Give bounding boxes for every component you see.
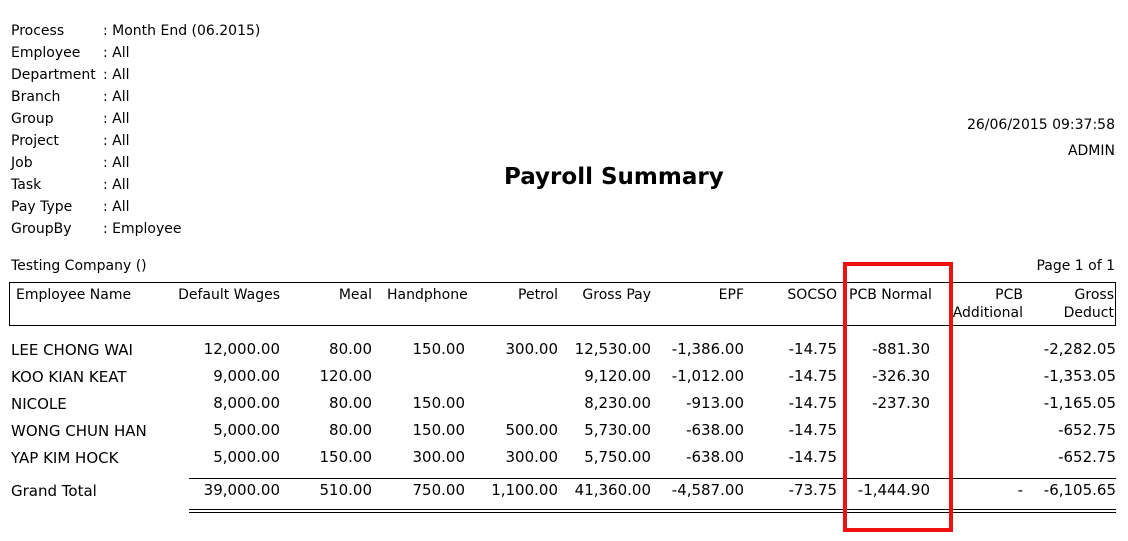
param-label: Group [11, 111, 54, 127]
grand-total-label: Grand Total [11, 482, 97, 500]
employee-name: WONG CHUN HAN [11, 422, 147, 440]
company-name: Testing Company () [11, 258, 147, 274]
param-value: : Month End (06.2015) [103, 23, 261, 39]
socso: -14.75 [788, 421, 837, 439]
param-project [11, 130, 130, 152]
gross-pay: 9,120.00 [584, 367, 651, 385]
petrol: 300.00 [505, 340, 558, 358]
petrol: 300.00 [505, 448, 558, 466]
pcb-normal-highlight-box [843, 262, 953, 532]
param-pay-type [11, 196, 130, 218]
total-pcb-additional: - [1017, 481, 1023, 499]
param-employee [11, 42, 130, 64]
param-value: : All [103, 133, 130, 149]
col-default-wages: Default Wages [178, 287, 280, 303]
handphone: 150.00 [412, 421, 465, 439]
param-label: Department [11, 67, 96, 83]
socso: -14.75 [788, 448, 837, 466]
col-employee-name: Employee Name [16, 287, 132, 303]
meal: 80.00 [329, 394, 372, 412]
param-process [11, 20, 260, 42]
total-epf: -4,587.00 [671, 481, 744, 499]
epf: -1,012.00 [671, 367, 744, 385]
col-socso: SOCSO [787, 287, 837, 303]
default-wages: 8,000.00 [213, 394, 280, 412]
param-groupby [11, 218, 182, 240]
report-datetime: 26/06/2015 09:37:58 [966, 117, 1115, 133]
param-label: Process [11, 23, 65, 39]
param-value: : Employee [103, 221, 182, 237]
gross-deduct: -1,165.05 [1043, 394, 1116, 412]
socso: -14.75 [788, 367, 837, 385]
pcb-normal: -881.30 [872, 340, 930, 358]
col-meal: Meal [338, 287, 372, 303]
gross-deduct: -652.75 [1058, 421, 1116, 439]
report-user: ADMIN [1067, 143, 1115, 159]
col-epf: EPF [718, 287, 744, 303]
col-pcb-additional-1: PCB [995, 287, 1023, 303]
gross-pay: 12,530.00 [574, 340, 651, 358]
param-job [11, 152, 130, 174]
socso: -14.75 [788, 340, 837, 358]
param-group [11, 108, 130, 130]
gross-deduct: -2,282.05 [1043, 340, 1116, 358]
col-gross-deduct-2: Deduct [1063, 305, 1114, 321]
col-pcb-additional-2: Additional [952, 305, 1023, 321]
param-value: : All [103, 155, 130, 171]
total-double-rule-bottom [189, 512, 1116, 513]
epf: -638.00 [686, 448, 744, 466]
gross-deduct: -652.75 [1058, 448, 1116, 466]
default-wages: 9,000.00 [213, 367, 280, 385]
handphone: 150.00 [412, 394, 465, 412]
param-label: Employee [11, 45, 81, 61]
meal: 80.00 [329, 421, 372, 439]
gross-pay: 5,750.00 [584, 448, 651, 466]
pcb-normal: -237.30 [872, 394, 930, 412]
param-label: Project [11, 133, 59, 149]
employee-name: KOO KIAN KEAT [11, 368, 127, 386]
col-petrol: Petrol [518, 287, 558, 303]
param-department [11, 64, 130, 86]
total-double-rule-top [189, 509, 1116, 510]
default-wages: 12,000.00 [203, 340, 280, 358]
meal: 80.00 [329, 340, 372, 358]
total-socso: -73.75 [788, 481, 837, 499]
total-default-wages: 39,000.00 [203, 481, 280, 499]
page-number: Page 1 of 1 [1036, 258, 1115, 274]
default-wages: 5,000.00 [213, 448, 280, 466]
param-value: : All [103, 199, 130, 215]
meal: 150.00 [319, 448, 372, 466]
total-gross-deduct: -6,105.65 [1043, 481, 1116, 499]
total-gross-pay: 41,360.00 [574, 481, 651, 499]
param-branch [11, 86, 130, 108]
total-top-rule [189, 478, 1116, 479]
param-value: : All [103, 177, 130, 193]
socso: -14.75 [788, 394, 837, 412]
total-pcb-normal: -1,444.90 [857, 481, 930, 499]
handphone: 300.00 [412, 448, 465, 466]
epf: -638.00 [686, 421, 744, 439]
employee-name: NICOLE [11, 395, 67, 413]
handphone: 150.00 [412, 340, 465, 358]
param-label: GroupBy [11, 221, 72, 237]
epf: -913.00 [686, 394, 744, 412]
meal: 120.00 [319, 367, 372, 385]
report-title: Payroll Summary [504, 164, 724, 190]
total-meal: 510.00 [319, 481, 372, 499]
col-pcb-normal: PCB Normal [849, 287, 932, 303]
gross-pay: 8,230.00 [584, 394, 651, 412]
param-label: Pay Type [11, 199, 73, 215]
param-value: : All [103, 111, 130, 127]
param-value: : All [103, 45, 130, 61]
total-petrol: 1,100.00 [491, 481, 558, 499]
param-task [11, 174, 130, 196]
pcb-normal: -326.30 [872, 367, 930, 385]
param-value: : All [103, 67, 130, 83]
employee-name: YAP KIM HOCK [11, 449, 119, 467]
gross-deduct: -1,353.05 [1043, 367, 1116, 385]
param-value: : All [103, 89, 130, 105]
default-wages: 5,000.00 [213, 421, 280, 439]
param-label: Job [11, 155, 33, 171]
param-label: Branch [11, 89, 61, 105]
col-gross-pay: Gross Pay [582, 287, 651, 303]
epf: -1,386.00 [671, 340, 744, 358]
employee-name: LEE CHONG WAI [11, 341, 133, 359]
col-handphone: Handphone [387, 287, 468, 303]
param-label: Task [11, 177, 42, 193]
gross-pay: 5,730.00 [584, 421, 651, 439]
col-gross-deduct-1: Gross [1074, 287, 1114, 303]
petrol: 500.00 [505, 421, 558, 439]
total-handphone: 750.00 [412, 481, 465, 499]
